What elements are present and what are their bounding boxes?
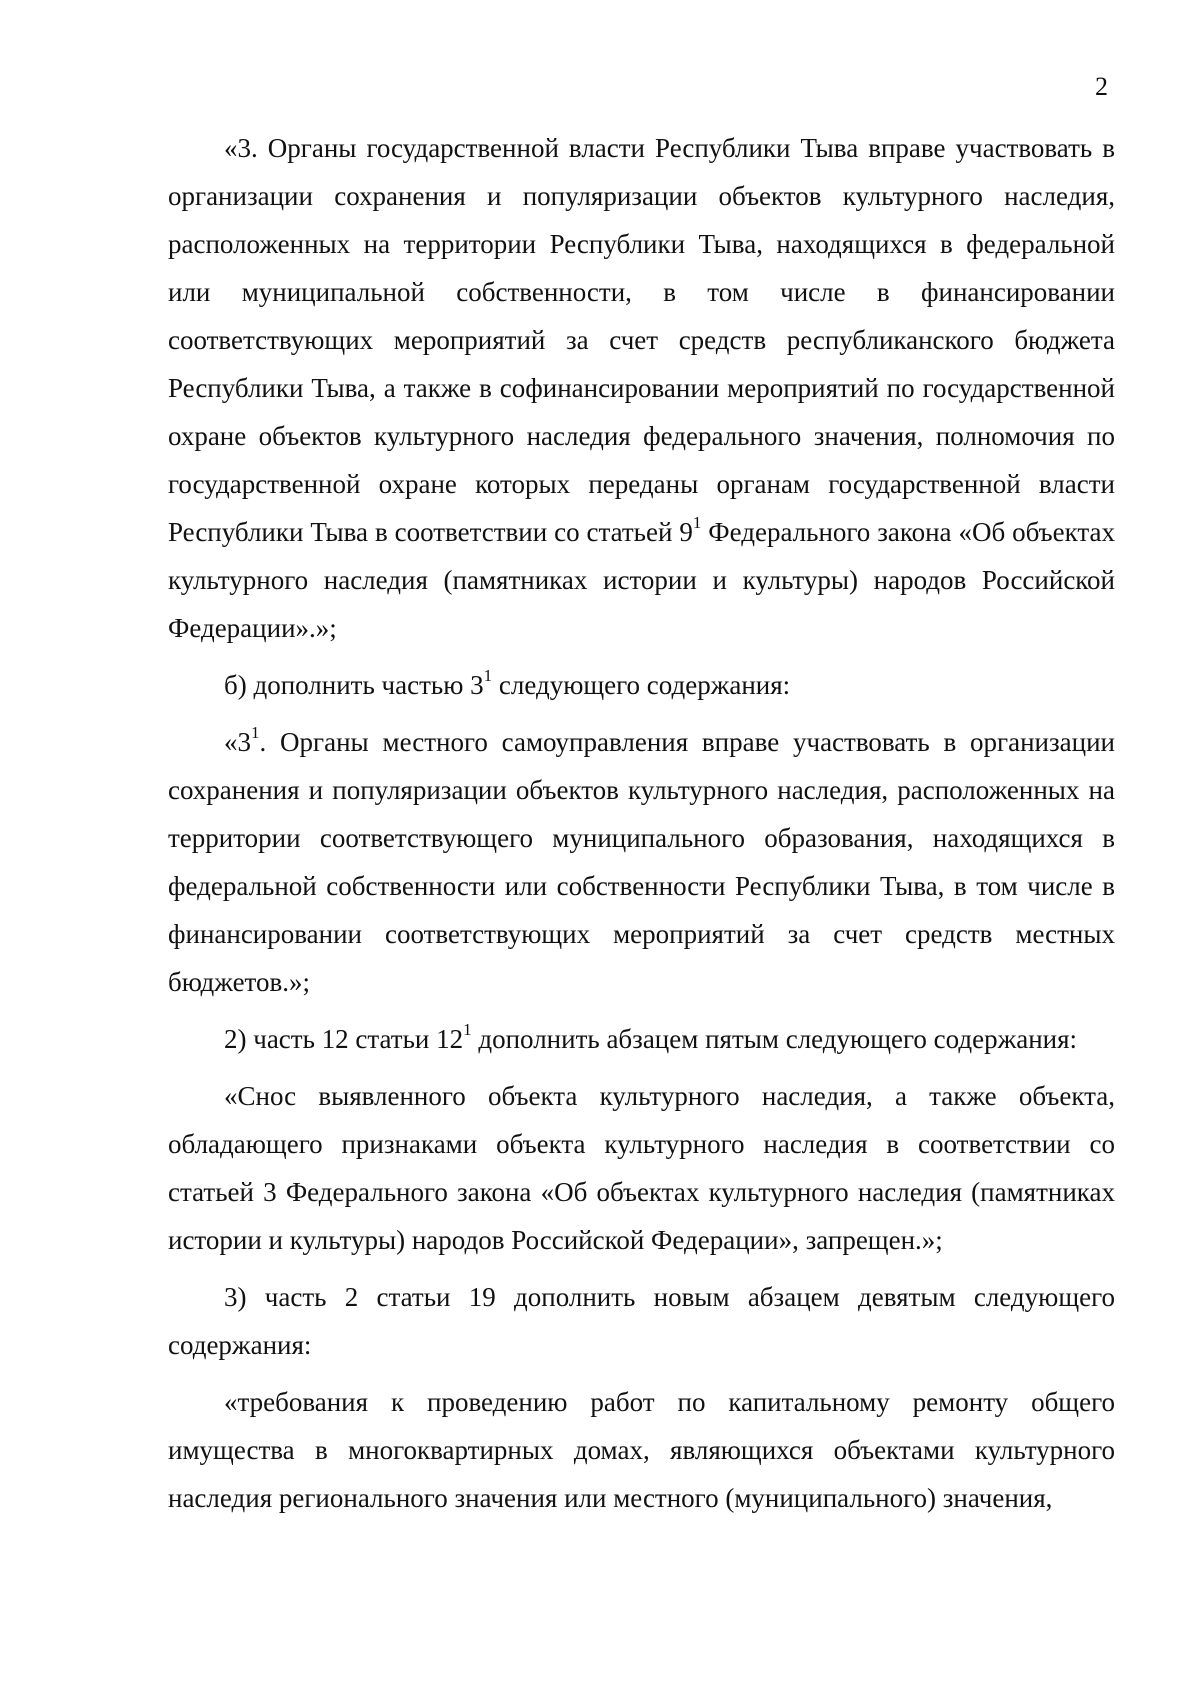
superscript-index: 1 [251,723,260,742]
paragraph-demolition-ban [168,1072,1115,1264]
paragraph-item-2 [168,1015,1115,1063]
paragraph-text: б) дополнить частью 3 [224,670,484,700]
paragraph-repair-requirements [168,1378,1115,1522]
paragraph-text: «3. Органы государственной власти Республики Тыва вправе участвовать в организации сохранения и популяризации объектов культурного наследия, расположенных на территории Республики Тыва, находящихся в федеральной или муниципальной собственности, в том числе в финансировании соответствующих мероприятий за счет средств республиканского бюджета Республики Тыва, а также в софинансировании мероприятий по государственной охране объектов культурного наследия федерального значения, полномочия по государственной охране которых переданы органам государственной власти Республики Тыва в соответствии со статьей 9 [168,133,1115,547]
paragraph-text: «требования к проведению работ по капитальному ремонту общего имущества в многоквартирных домах, являющихся объектами культурного наследия регионального значения или местного (муниципального) значения, [168,1387,1115,1513]
paragraph-text: 2) часть 12 статьи 12 [224,1024,464,1054]
document-body [168,124,1115,1531]
page-number: 2 [1095,72,1108,101]
paragraph-text: 3) часть 2 статьи 19 дополнить новым абзацем девятым следующего содержания: [168,1282,1115,1360]
paragraph-item-3 [168,1273,1115,1369]
paragraph-text: . Органы местного самоуправления вправе участвовать в организации сохранения и популяризации объектов культурного наследия, расположенных на территории соответствующего муниципального образования, находящихся в федеральной собственности или собственности Республики Тыва, в том числе в финансировании соответствующих мероприятий за счет средств местных бюджетов.»; [168,727,1115,997]
paragraph-text: «3 [224,727,251,757]
paragraph-text: Федерального закона «Об объектах культурного наследия (памятниках истории и культуры) народов Российской Федерации».»; [168,517,1115,643]
paragraph-text: «Снос выявленного объекта культурного наследия, а также объекта, обладающего признаками объекта культурного наследия в соответствии со статьей 3 Федерального закона «Об объектах культурного наследия (памятниках истории и культуры) народов Российской Федерации», запрещен.»; [168,1081,1115,1255]
superscript-index: 1 [463,1020,472,1039]
paragraph-part-3 [168,124,1115,652]
paragraph-amendment-b [168,661,1115,709]
superscript-index: 1 [692,513,702,532]
paragraph-part-3-1 [168,718,1115,1006]
paragraph-text: дополнить абзацем пятым следующего содержания: [471,1024,1078,1054]
paragraph-text: следующего содержания: [492,670,791,700]
superscript-index: 1 [483,666,493,685]
